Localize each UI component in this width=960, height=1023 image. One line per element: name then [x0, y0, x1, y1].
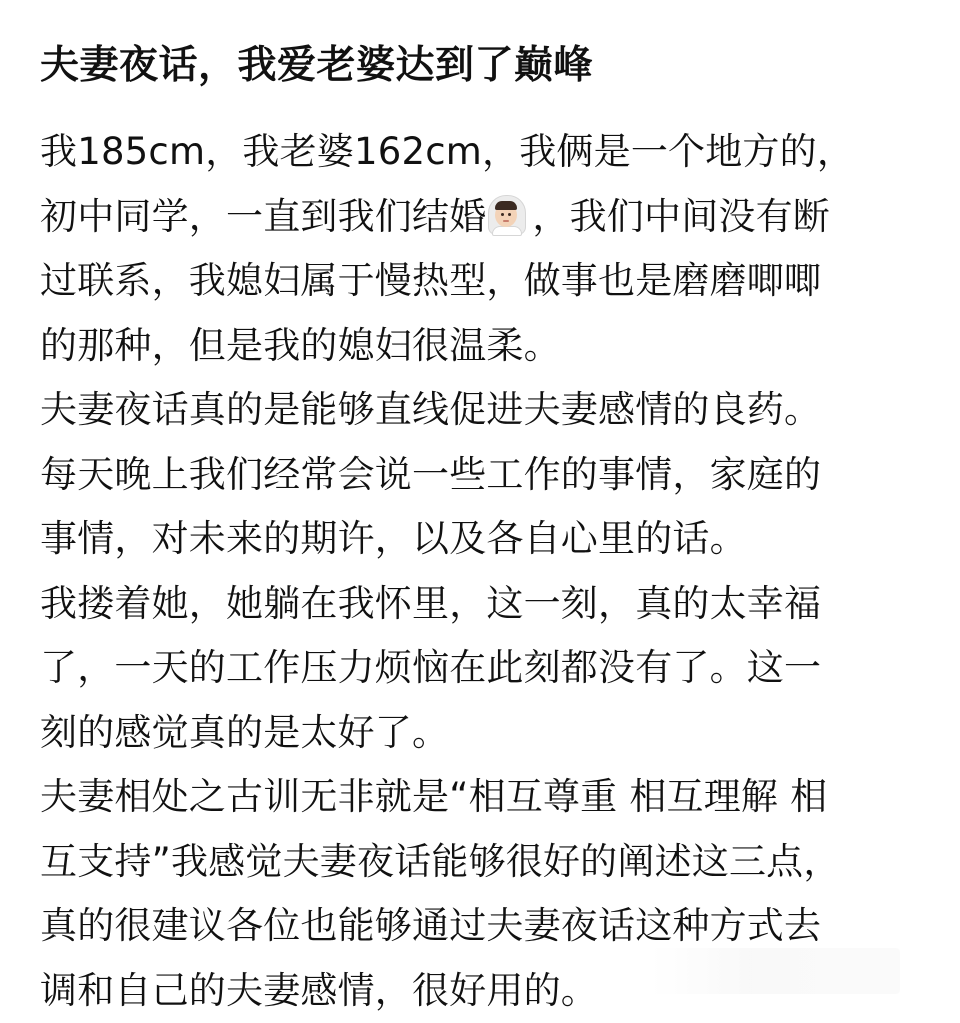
- body-text: 初中同学，一直到我们结婚: [40, 195, 486, 238]
- body-line: 过联系，我媳妇属于慢热型，做事也是磨磨唧唧: [40, 249, 920, 314]
- body-line: 刻的感觉真的是太好了。: [40, 701, 920, 766]
- body-line: 调和自己的夫妻感情，很好用的。: [40, 959, 920, 1023]
- post-body: [40, 120, 920, 1023]
- body-line: 夫妻夜话真的是能够直线促进夫妻感情的良药。: [40, 378, 920, 443]
- body-text: ，我们中间没有断: [532, 195, 830, 238]
- body-line: 真的很建议各位也能够通过夫妻夜话这种方式去: [40, 894, 920, 959]
- body-line: 互支持”我感觉夫妻夜话能够很好的阐述这三点，: [40, 830, 920, 895]
- body-line-with-emoji: [40, 185, 920, 250]
- body-line: 每天晚上我们经常会说一些工作的事情，家庭的: [40, 443, 920, 508]
- post-title: 夫妻夜话，我爱老婆达到了巅峰: [40, 40, 920, 92]
- body-line: 我185cm，我老婆162cm，我俩是一个地方的，: [40, 120, 920, 185]
- watermark-area: [650, 948, 900, 994]
- post-content: [40, 40, 920, 1023]
- body-line: 我搂着她，她躺在我怀里，这一刻，真的太幸福: [40, 572, 920, 637]
- bride-with-veil-icon: [486, 195, 526, 235]
- body-line: 夫妻相处之古训无非就是“相互尊重 相互理解 相: [40, 765, 920, 830]
- body-line: 事情，对未来的期许，以及各自心里的话。: [40, 507, 920, 572]
- body-line: 的那种，但是我的媳妇很温柔。: [40, 314, 920, 379]
- body-line: 了，一天的工作压力烦恼在此刻都没有了。这一: [40, 636, 920, 701]
